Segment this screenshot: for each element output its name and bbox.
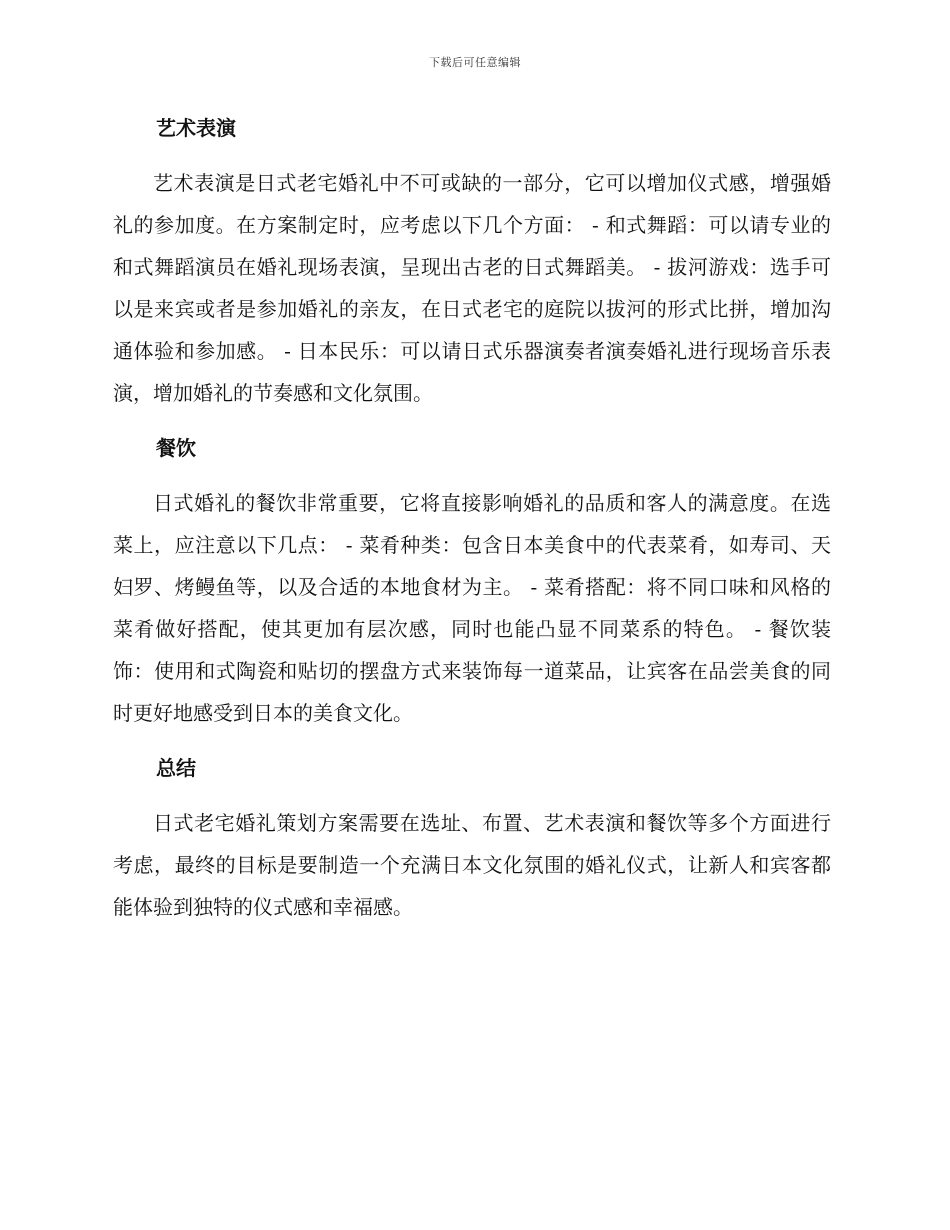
section-paragraph: 日式老宅婚礼策划方案需要在选址、布置、艺术表演和餐饮等多个方面进行考虑，最终的目标是要制造一个充满日本文化氛围的婚礼仪式，让新人和宾客都能体验到独特的仪式感和幸福感。 [113, 811, 831, 919]
document-body [113, 110, 831, 928]
section-summary [113, 752, 831, 928]
section-heading: 总结 [156, 756, 196, 780]
header-note: 下载后可任意编辑 [429, 56, 521, 69]
section-catering [113, 432, 831, 734]
section-art-performance [113, 112, 831, 414]
section-paragraph: 艺术表演是日式老宅婚礼中不可或缺的一部分，它可以增加仪式感，增强婚礼的参加度。在方案制定时，应考虑以下几个方面： - 和式舞蹈：可以请专业的和式舞蹈演员在婚礼现场表演，呈现出古老的日式舞蹈美。 - 拔河游戏：选手可以是来宾或者是参加婚礼的亲友，在日式老宅的庭院以拔河的形式比拼，增加沟通体验和参加感。 - 日本民乐：可以请日式乐器演奏者演奏婚礼进行现场音乐表演，增加婚礼的节奏感和文化氛围。 [113, 171, 831, 405]
section-paragraph: 日式婚礼的餐饮非常重要，它将直接影响婚礼的品质和客人的满意度。在选菜上，应注意以下几点： - 菜肴种类：包含日本美食中的代表菜肴，如寿司、天妇罗、烤鳗鱼等，以及合适的本地食材为主。 - 菜肴搭配：将不同口味和风格的菜肴做好搭配，使其更加有层次感，同时也能凸显不同菜系的特色。 - 餐饮装饰：使用和式陶瓷和贴切的摆盘方式来装饰每一道菜品，让宾客在品尝美食的同时更好地感受到日本的美食文化。 [113, 491, 831, 725]
section-heading: 餐饮 [156, 436, 196, 460]
section-heading: 艺术表演 [156, 116, 236, 140]
